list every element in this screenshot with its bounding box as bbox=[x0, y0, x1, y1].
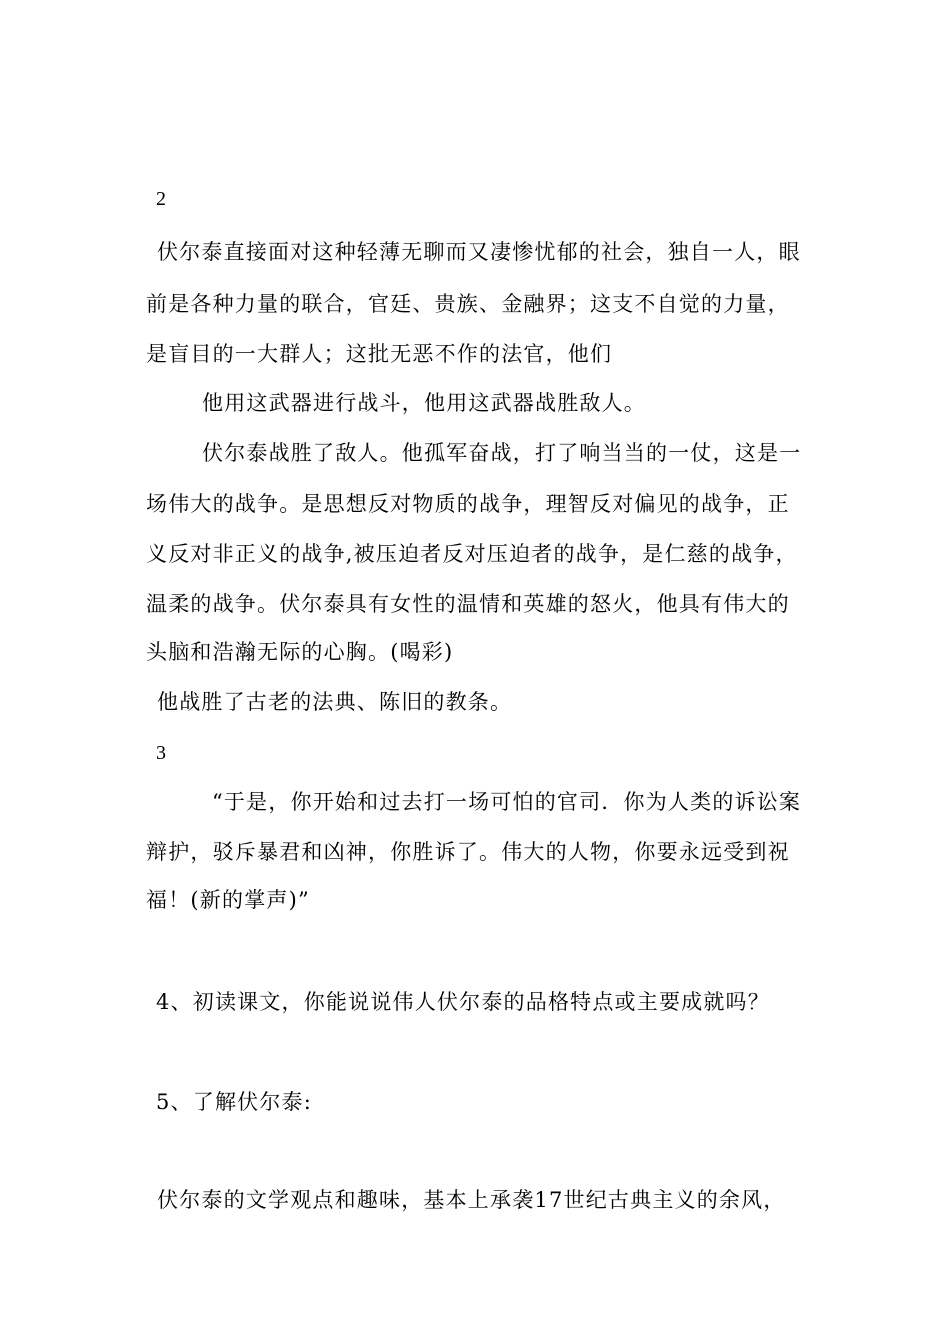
quote-line: “于是，你开始和过去打一场可怕的官司．你为人类的诉讼案 bbox=[212, 790, 802, 814]
question-4: 4、初读课文，你能说说伟人伏尔泰的品格特点或主要成就吗？ bbox=[156, 990, 770, 1014]
paragraph-line: 伏尔泰战胜了敌人。他孤军奋战，打了响当当的一仗，这是一 bbox=[202, 441, 802, 465]
paragraph-line: 伏尔泰直接面对这种轻薄无聊而又凄惨忧郁的社会，独自一人，眼 bbox=[157, 240, 801, 264]
paragraph-line: 前是各种力量的联合，官廷、贵族、金融界；这支不自觉的力量， bbox=[146, 292, 790, 316]
paragraph-line: 他用这武器进行战斗，他用这武器战胜敌人。 bbox=[202, 391, 646, 415]
paragraph-line: 义反对非正义的战争,被压迫者反对压迫者的战争，是仁慈的战争， bbox=[146, 542, 798, 566]
section-number-2: 2 bbox=[156, 188, 166, 210]
paragraph-line: 场伟大的战争。是思想反对物质的战争，理智反对偏见的战争，正 bbox=[146, 492, 790, 516]
section-number-3: 3 bbox=[156, 742, 166, 764]
paragraph-line: 头脑和浩瀚无际的心胸。(喝彩) bbox=[146, 640, 454, 664]
quote-line: 辩护，驳斥暴君和凶神，你胜诉了。伟大的人物，你要永远受到祝 bbox=[146, 840, 790, 864]
paragraph-line: 他战胜了古老的法典、陈旧的教条。 bbox=[157, 690, 513, 714]
heading-5: 5、了解伏尔泰: bbox=[156, 1090, 313, 1114]
paragraph-line: 是盲目的一大群人；这批无恶不作的法官，他们 bbox=[146, 342, 613, 366]
paragraph-line: 温柔的战争。伏尔泰具有女性的温情和英雄的怒火，他具有伟大的 bbox=[146, 592, 790, 616]
quote-line: 福！(新的掌声)” bbox=[146, 888, 310, 912]
paragraph-line: 伏尔泰的文学观点和趣味，基本上承袭17世纪古典主义的余风， bbox=[157, 1188, 786, 1212]
